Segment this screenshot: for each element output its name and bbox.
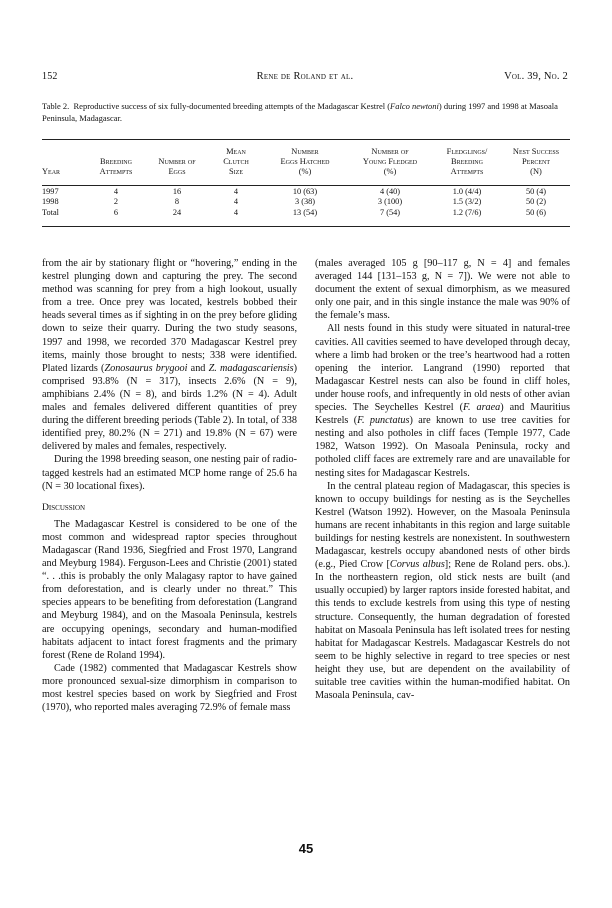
col-header-young-fledged: Number of Young Fledged (%) [362,147,418,177]
table-row [42,187,570,198]
paragraph-buildings: In the central plateau region of Madagascar, this species is known to occupy buildings for nesting as is the Seychelles Kestrel (Watson 1992). However, on the Masoala Peninsula humans are recent inhabitants in this region and large suitable buildings for nesting kestrels are nonexistent. In southwestern Madagascar, kestrels occupy abandoned nests of other birds (e.g., Pied Crow [Corvus albus]; Rene de Roland pers. obs.). In the northeastern region, old stick nests are built (and usually occupied) by larger raptors inside forested habitat, and this tends to exclude kestrels from using this type of nesting structure. Consequently, the human degradation of forested habitat on Masoala Peninsula has left isolated trees for nesting habitat for Madagascar Kestrels. Madagascar Kestrels do not seem to be highly selective in regard to tree species or nest height they use, but are dependent on the availability of suitable tree cavities within the human-modified habitat. On Masoala Peninsula, cav- [315,480,571,702]
cell-year: Total [42,208,59,218]
cell-fledged: 7 (54) [379,208,401,218]
cell-clutch: 4 [233,208,239,218]
table-caption [42,101,570,124]
col-header-year: Year [42,167,61,177]
cell-attempts: 4 [113,186,119,196]
caption-species: Falco newtoni [390,101,439,111]
cell-eggs: 24 [172,208,182,218]
cell-fledged: 3 (100) [377,197,403,207]
col-header-nest-success: Nest Success Percent (N) [512,147,560,177]
header-page-number: 152 [42,71,58,82]
cell-year: 1998 [42,197,59,207]
cell-eggs: 8 [174,197,180,207]
col-header-clutch-size: Mean Clutch Size [223,147,249,177]
cell-fledged: 4 (40) [379,186,401,196]
table-header-row [42,147,570,180]
cell-clutch: 4 [233,186,239,196]
col-header-fledglings-per-attempt: Fledglings/ Breeding Attempts [446,147,488,177]
cell-nest-success: 50 (6) [525,208,547,218]
col-header-eggs-hatched: Number Eggs Hatched (%) [280,147,330,177]
folio-number: 45 [298,841,314,856]
paragraph-discussion-2: Cade (1982) commented that Madagascar Kestrels show more pronounced sexual-size dimorphism in comparison to most kestrel species based on work by Siegfried and Frost (1970), who reported males averaging 72.9% of female mass [42,662,297,714]
header-authors: Rene de Roland et al. [256,71,354,82]
table-bottom-rule [42,226,570,227]
running-header [42,71,568,85]
paragraph-nest-sites: All nests found in this study were situated in natural-tree cavities. All cavities seemed to have developed through decay, where a limb had broken or the tree’s heartwood had a rotten opening the interior. Langrand (1990) reported that Madagascar Kestrel nests can also be found in cliff holes, under house roofs, and infrequently in old nests of other avian species. The Seychelles Kestrel (F. araea) and Mauritius Kestrels (F. punctatus) are known to use tree cavities for nesting and also potholes in cliff faces (Temple 1977, Cade 1982, Watson 1992). On Masoala Peninsula, rocky and potholed cliff faces are extremely rare and are unavailable for nesting sites for Madagascar Kestrels. [315,323,570,479]
caption-text: Reproductive success of six fully-documented breeding attempts of the Madagascar Kestrel ( [73,101,391,111]
paragraph-prey-capture: from the air by stationary flight or “hovering,” ending in the kestrel plunging down and capturing the prey. The second method was scanning for prey from a high lookout, usually from a tree. Once prey was located, kestrels bobbed their heads several times as if sighting in on the prey before gliding down to seize their quarry. During the two study seasons, 1997 and 1998, we recorded 370 Madagascar Kestrel prey items, mainly those brought to nests; 338 were identified. Plated lizards (Zonosaurus brygooi and Z. madagascariensis) comprised 93.8% (N = 317), insects 2.6% (N = 9), amphibians 2.4% (N = 8), and birds 1.2% (N = 4). Adult males and females delivered different quantities of prey during the different breeding periods (Table 2). In total, of 338 identified prey, 80.2% (N = 271) and 19.8% (N = 67) were delivered by males and females, respectively. [42,258,297,453]
cell-year: 1997 [42,186,59,196]
cell-fledglings-ratio: 1.0 (4/4) [452,186,482,196]
header-volume: Vol. 39, No. 2 [504,71,568,82]
col-header-breeding-attempts: Breeding Attempts [99,157,133,177]
cell-fledglings-ratio: 1.5 (3/2) [452,197,482,207]
col-header-eggs: Number of Eggs [158,157,196,177]
cell-hatched: 3 (38) [294,197,316,207]
cell-attempts: 6 [113,208,119,218]
cell-hatched: 13 (54) [292,208,318,218]
table-top-rule [42,139,570,140]
reproductive-success-table [42,147,570,219]
paragraph-dimorphism: (males averaged 105 g [90–117 g, N = 4] and females averaged 144 [131–153 g, N = 7]). We were not able to document the extent of sexual dimorphism, as we measured only one pair, and in this single instance the male was 90% of the female’s mass. [315,258,570,322]
right-column [315,257,570,702]
caption-suffix: ) during 1997 and 1998 at Masoala Peninsula, Madagascar. [42,101,558,123]
caption-prefix: Table 2. [42,101,70,111]
paragraph-discussion-1: The Madagascar Kestrel is considered to be one of the most common and widespread raptor species throughout Madagascar (Rand 1936, Siegfried and Frost 1970, Langrand and Meyburg 1984). Ferguson-Lees and Christie (2001) stated “. . .this is probably the only Malagasy raptor to have gained from deforestation, and is clearly under no threat.” This species appears to be benefiting from deforestation (Langrand and Meyburg 1984), and on the Masoala Peninsula, kestrels are occupying openings, secondary and human-modified habitats adjacent to intact forest fragments and the primary forest (Rene de Roland 1994). [42,518,297,661]
cell-eggs: 16 [172,186,182,196]
paragraph-home-range: During the 1998 breeding season, one nesting pair of radio-tagged kestrels had an estimated MCP home range of 25.6 ha (N = 30 locational fixes). [42,454,297,492]
cell-clutch: 4 [233,197,239,207]
table-row [42,197,570,208]
cell-nest-success: 50 (2) [525,197,547,207]
left-column [42,257,297,714]
cell-nest-success: 50 (4) [525,186,547,196]
cell-attempts: 2 [113,197,119,207]
table-row-total [42,208,570,219]
section-heading-discussion: Discussion [42,501,86,513]
cell-fledglings-ratio: 1.2 (7/6) [452,208,482,218]
cell-hatched: 10 (63) [292,186,318,196]
